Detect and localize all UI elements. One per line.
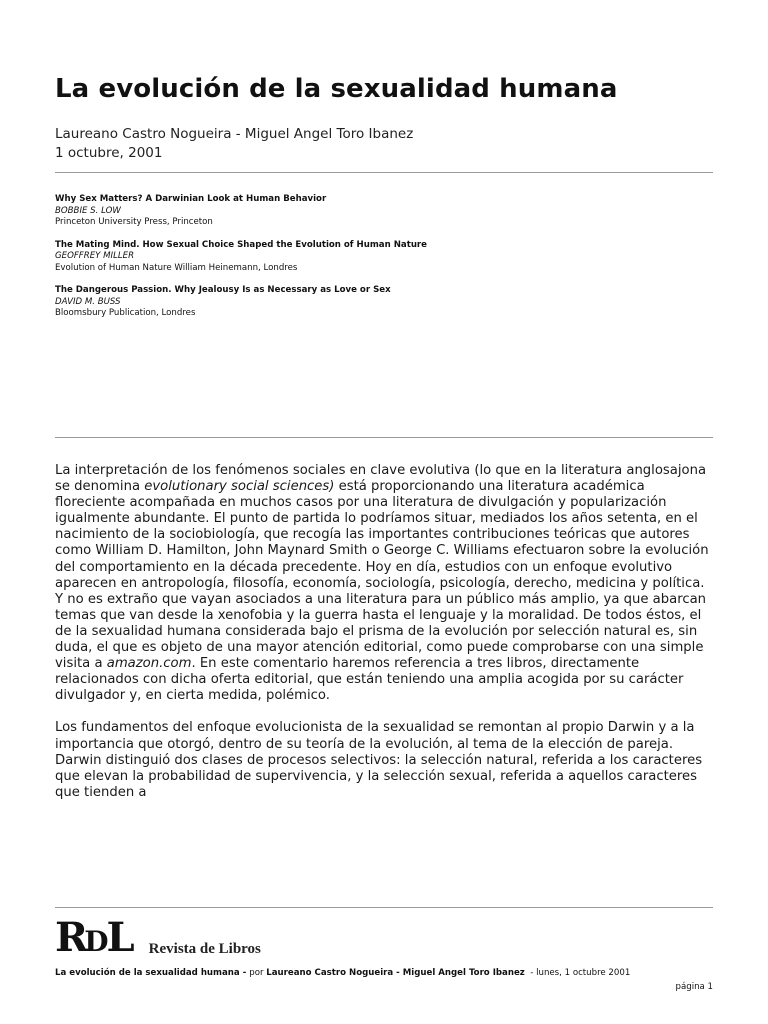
footer-por: por — [249, 968, 267, 978]
rdl-logo-mark — [55, 914, 131, 961]
divider-middle — [55, 437, 713, 438]
book-author: GEOFFREY MILLER — [55, 251, 135, 261]
footer-date: - lunes, 1 octubre 2001 — [524, 968, 631, 978]
reviewed-books — [55, 194, 713, 331]
text-run: . En este comentario haremos referencia a tres libros, directamente relacionados con dicha oferta editorial, que están teniendo una amplia acogida por su carácter divulgador y, en cierta medida, polémico. — [55, 656, 684, 704]
footer-authors: Laureano Castro Nogueira - Miguel Angel Toro Ibanez — [266, 968, 525, 978]
divider-footer — [55, 907, 713, 908]
footer-title: La evolución de la sexualidad humana - — [55, 968, 250, 978]
document-page — [55, 0, 713, 1024]
book-entry — [55, 240, 713, 275]
page-number: página 1 — [675, 982, 713, 992]
article-title: La evolución de la sexualidad humana — [55, 74, 618, 104]
footer-citation — [55, 968, 630, 978]
article-authors: Laureano Castro Nogueira - Miguel Angel Toro Ibanez — [55, 126, 414, 142]
body-paragraph: Los fundamentos del enfoque evolucionista de la sexualidad se remontan al propio Darwin y a la importancia que otorgó, dentro de su teoría de la evolución, al tema de la elección de pareja. Darwin distinguió dos clases de procesos selectivos: la selección natural, referida a los caracteres que elevan la probabilidad de supervivencia, y la selección sexual, referida a aquellos caracteres que tienden a — [55, 720, 703, 800]
book-entry — [55, 194, 713, 229]
book-author: BOBBIE S. LOW — [55, 205, 121, 216]
logo-letter: R — [55, 914, 85, 961]
divider-top — [55, 172, 713, 173]
book-publisher: Evolution of Human Nature William Heinemann, Londres — [55, 262, 298, 273]
book-title: The Dangerous Passion. Why Jealousy Is as Necessary as Love or Sex — [55, 285, 391, 295]
logo-letter: L — [106, 914, 131, 961]
book-entry — [55, 285, 713, 320]
logo-letter: D — [84, 925, 107, 958]
book-title: The Mating Mind. How Sexual Choice Shaped the Evolution of Human Nature — [55, 239, 427, 250]
book-publisher: Bloomsbury Publication, Londres — [55, 308, 196, 318]
italic-term: evolutionary social sciences) — [144, 479, 335, 495]
article-date: 1 octubre, 2001 — [55, 145, 163, 161]
italic-site-name: amazon.com — [106, 656, 192, 672]
book-title: Why Sex Matters? A Darwinian Look at Human Behavior — [55, 194, 327, 204]
logo-wordmark: Revista de Libros — [148, 941, 261, 957]
text-run: está proporcionando una literatura académica floreciente acompañada en muchos casos por una literatura de divulgación y popularización igualmente abundante. El punto de partida lo podríamos situar, mediados los años setenta, en el nacimiento de la sociobiología, que recogía las importantes contribuciones teóricas que autores como William D. Hamilton, John Maynard Smith o George C. Williams efectuaron sobre la evolución del comportamiento en la década precedente. Hoy en día, estudios con un enfoque evolutivo aparecen en antropología, filosofía, economía, sociología, psicología, derecho, medicina y política. Y no es extraño que vayan asociados a una literatura para un público más amplio, ya que abarcan temas que van desde la xenofobia y la guerra hasta el lenguaje y la moralidad. De todos éstos, el de la sexualidad humana considerada bajo el prisma de la evolución por selección natural es, sin duda, el que es objeto de una mayor atención editorial, como puede comprobarse con una simple visita a — [55, 479, 709, 672]
article-body — [55, 463, 713, 817]
body-paragraph — [55, 463, 713, 704]
book-publisher: Princeton University Press, Princeton — [55, 217, 213, 227]
text-run: La interpretación de los fenómenos sociales en clave evolutiva (lo que en la literatura anglosajona se denomina — [55, 463, 707, 495]
revista-de-libros-logo — [55, 914, 261, 961]
book-author: DAVID M. BUSS — [55, 296, 121, 307]
